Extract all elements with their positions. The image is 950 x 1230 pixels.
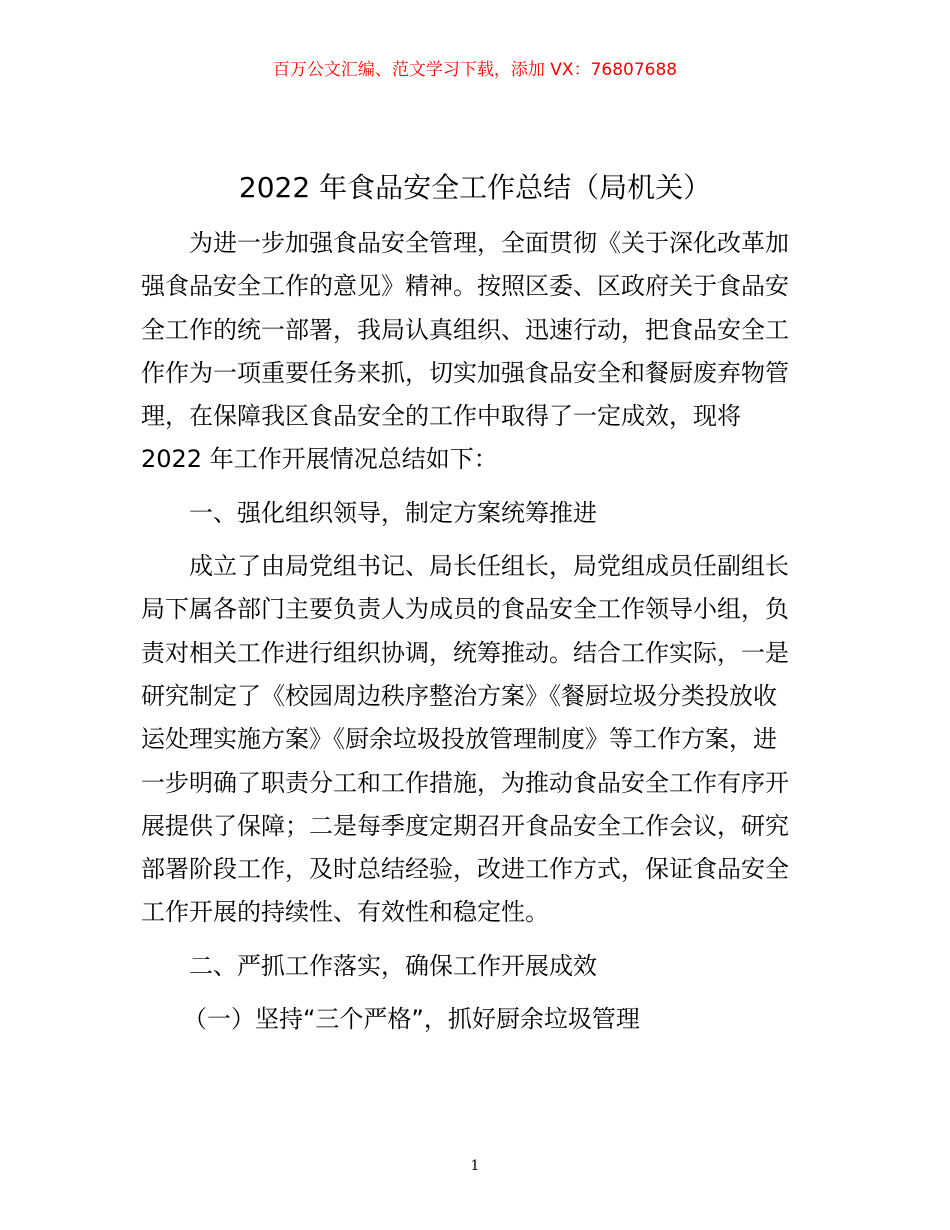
paragraph-line: 强食品安全工作的意见》精神。按照区委、区政府关于食品安 — [141, 272, 789, 301]
document-title: 2022 年食品安全工作总结（局机关） — [238, 171, 712, 204]
section-heading-2: 二、严抓工作落实，确保工作开展成效 — [189, 951, 597, 980]
paragraph-line: 为进一步加强食品安全管理，全面贯彻《关于深化改革加 — [189, 229, 789, 257]
paragraph-line: 成立了由局党组书记、局长任组长，局党组成员任副组长 — [189, 552, 789, 581]
section-heading-1: 一、强化组织领导，制定方案统筹推进 — [189, 498, 597, 527]
paragraph-line: 研究制定了《校园周边秩序整治方案》《餐厨垃圾分类投放收 — [141, 681, 777, 710]
sub-heading-1: （一）坚持“三个严格”，抓好厨余垃圾管理 — [183, 1005, 640, 1034]
paragraph-line: 全工作的统一部署，我局认真组织、迅速行动，把食品安全工 — [141, 315, 789, 344]
document-body — [141, 222, 813, 1041]
paragraph-line: 部署阶段工作，及时总结经验，改进工作方式，保证食品安全 — [141, 855, 789, 884]
paragraph-line: 2022 年工作开展情况总结如下： — [141, 445, 498, 474]
section1-paragraph — [141, 545, 813, 935]
page-number: 1 — [470, 1158, 480, 1174]
paragraph-line: 工作开展的持续性、有效性和稳定性。 — [141, 898, 549, 927]
paragraph-line: 一步明确了职责分工和工作措施，为推动食品安全工作有序开 — [141, 768, 789, 797]
paragraph-line: 理，在保障我区食品安全的工作中取得了一定成效，现将 — [141, 402, 741, 431]
intro-paragraph — [141, 222, 813, 482]
paragraph-line: 作作为一项重要任务来抓，切实加强食品安全和餐厨废弃物管 — [141, 358, 789, 387]
paragraph-line: 运处理实施方案》《厨余垃圾投放管理制度》等工作方案，进 — [141, 725, 777, 754]
paragraph-line: 责对相关工作进行组织协调，统筹推动。结合工作实际，一是 — [141, 638, 789, 667]
watermark-text: 百万公文汇编、范文学习下载，添加 VX：76807688 — [272, 60, 678, 80]
paragraph-line: 展提供了保障；二是每季度定期召开食品安全工作会议，研究 — [141, 811, 789, 840]
paragraph-line: 局下属各部门主要负责人为成员的食品安全工作领导小组，负 — [141, 595, 789, 624]
